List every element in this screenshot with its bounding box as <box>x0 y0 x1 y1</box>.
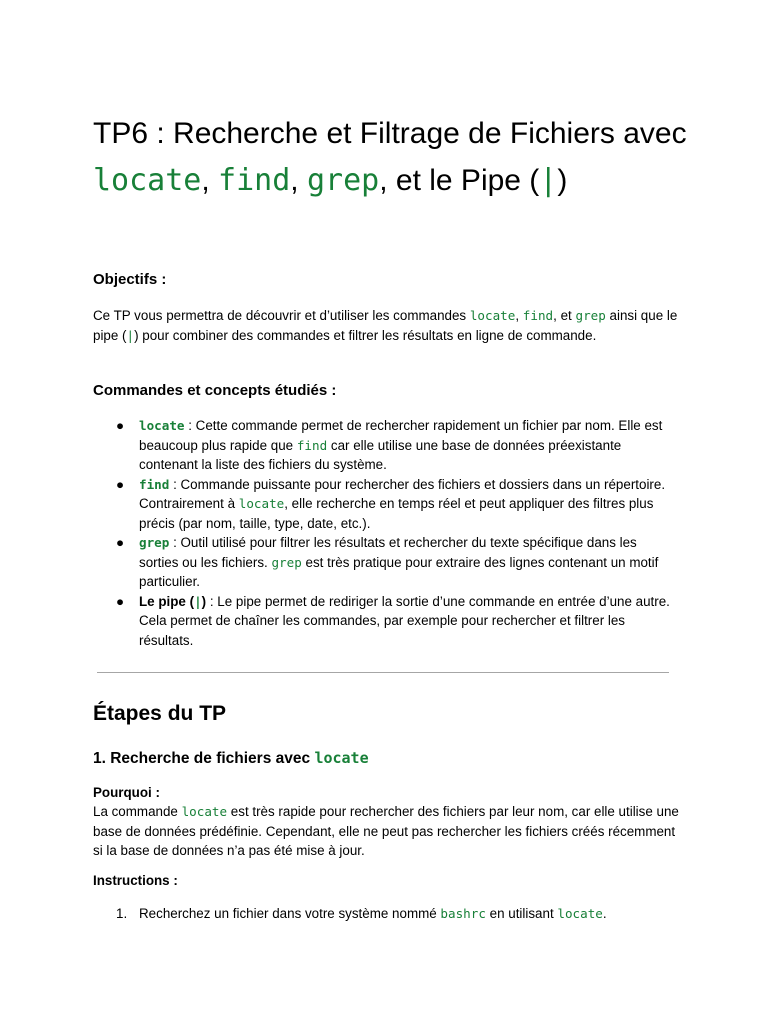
title-code-find: find <box>218 163 291 198</box>
term-text: Le pipe ( <box>139 593 195 609</box>
title-code-grep: grep <box>306 163 380 198</box>
list-number: 1. <box>116 906 128 921</box>
text: ainsi que le pipe ( <box>93 308 678 343</box>
inline-code: locate <box>557 906 603 921</box>
text: Recherchez un fichier dans votre système nommé <box>139 906 441 921</box>
text: ) pour combiner des commandes et filtrer les résultats en ligne de commande. <box>134 327 597 343</box>
title-text: ) <box>557 164 568 197</box>
inline-code: locate <box>314 749 369 767</box>
bullet-icon: ● <box>116 535 125 550</box>
etapes-heading: Étapes du TP <box>93 702 227 725</box>
text: est très rapide pour rechercher des fichiers par leur nom, car elle utilise une base de données prédéfinie. Cependant, elle ne peut pas rechercher les fichiers créés récemment si la base de données n’a pas été mise à jour. <box>93 804 679 858</box>
inline-code: grep <box>575 308 606 323</box>
text: : Le pipe permet de rediriger la sortie d’une commande en entrée d’une autre. Cela permet de chaîner les commandes, par exemple pour rechercher et filtrer les résultats. <box>139 593 670 648</box>
title-text: , et le Pipe ( <box>379 164 540 197</box>
text: , <box>515 308 523 323</box>
text: , elle recherche en temps réel et peut appliquer des filtres plus précis (par nom, taille, type, date, etc.). <box>139 496 654 531</box>
list-item-pipe <box>0 592 679 651</box>
text: : Commande puissante pour rechercher des fichiers et dossiers dans un répertoire. Contrairement à <box>139 476 666 511</box>
page-title <box>93 110 693 204</box>
inline-code: locate <box>181 804 228 819</box>
text: en utilisant <box>485 906 558 921</box>
title-text: , <box>290 164 307 197</box>
bullet-icon: ● <box>116 593 125 609</box>
text: car elle utilise une base de données préexistante contenant la liste des fichiers du système. <box>139 437 622 472</box>
inline-code: grep <box>271 554 302 570</box>
term-code: grep <box>139 535 170 550</box>
pourquoi-paragraph <box>93 802 683 861</box>
text: est très pratique pour extraire des lignes contenant un motif particulier. <box>139 554 659 589</box>
inline-code: find <box>522 308 554 323</box>
concepts-list <box>0 416 768 650</box>
inline-code: locate <box>238 496 285 511</box>
inline-code: find <box>296 437 328 453</box>
term-code: | <box>194 593 202 609</box>
concepts-heading: Commandes et concepts étudiés : <box>93 382 337 399</box>
list-item-grep <box>0 533 679 592</box>
title-text: , <box>201 164 219 197</box>
text: La commande <box>93 804 182 819</box>
term-code: find <box>139 476 170 492</box>
inline-code: bashrc <box>440 906 486 921</box>
instruction-step-1 <box>139 904 607 924</box>
text: Ce TP vous permettra de découvrir et d’utiliser les commandes <box>93 308 470 323</box>
objectifs-heading: Objectifs : <box>93 271 167 288</box>
text: 1. Recherche de fichiers avec <box>93 750 315 767</box>
title-code-pipe: | <box>539 163 558 198</box>
title-code-locate: locate <box>93 163 202 198</box>
text: : Cette commande permet de rechercher rapidement un fichier par nom. Elle est beaucoup plus rapide que <box>139 418 663 453</box>
text: , et <box>553 308 576 323</box>
list-item-find <box>0 475 679 534</box>
bullet-icon: ● <box>116 476 125 492</box>
term-text: ) <box>201 593 207 609</box>
title-text: TP6 : Recherche et Filtrage de Fichiers avec <box>93 117 687 150</box>
inline-code: locate <box>469 308 516 323</box>
horizontal-divider <box>97 672 669 673</box>
text: . <box>602 906 607 921</box>
objectifs-paragraph <box>93 306 683 345</box>
instructions-label: Instructions : <box>93 873 178 888</box>
text: : Outil utilisé pour filtrer les résultats et rechercher du texte spécifique dans les sorties ou les fichiers. <box>139 535 637 570</box>
section-1-heading <box>93 747 369 770</box>
pourquoi-label: Pourquoi : <box>93 785 160 800</box>
bullet-icon: ● <box>116 418 125 433</box>
term-code: locate <box>139 418 185 433</box>
list-item-locate <box>0 416 679 475</box>
inline-code: | <box>126 327 135 343</box>
